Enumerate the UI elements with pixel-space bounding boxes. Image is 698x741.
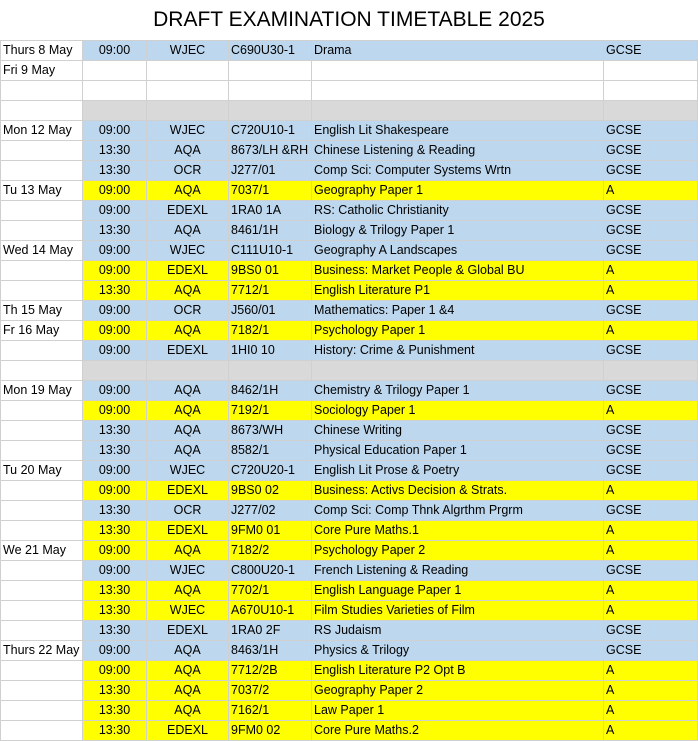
code-cell bbox=[229, 61, 312, 81]
time-cell: 13:30 bbox=[83, 701, 147, 721]
subject-cell: English Literature P2 Opt B bbox=[312, 661, 604, 681]
subject-cell: Sociology Paper 1 bbox=[312, 401, 604, 421]
board-cell: WJEC bbox=[147, 461, 229, 481]
code-cell: 1RA0 2F bbox=[229, 621, 312, 641]
board-cell: AQA bbox=[147, 541, 229, 561]
board-cell: OCR bbox=[147, 161, 229, 181]
table-row bbox=[1, 681, 698, 701]
board-cell: WJEC bbox=[147, 41, 229, 61]
subject-cell: Core Pure Maths.2 bbox=[312, 721, 604, 741]
board-cell: AQA bbox=[147, 381, 229, 401]
table-row bbox=[1, 161, 698, 181]
board-cell: EDEXL bbox=[147, 481, 229, 501]
day-cell bbox=[1, 101, 83, 121]
day-cell bbox=[1, 521, 83, 541]
time-cell bbox=[83, 101, 147, 121]
code-cell: 9BS0 02 bbox=[229, 481, 312, 501]
code-cell: 7712/1 bbox=[229, 281, 312, 301]
day-cell bbox=[1, 581, 83, 601]
table-row bbox=[1, 321, 698, 341]
level-cell: GCSE bbox=[604, 381, 698, 401]
time-cell bbox=[83, 81, 147, 101]
board-cell: AQA bbox=[147, 181, 229, 201]
subject-cell: Psychology Paper 2 bbox=[312, 541, 604, 561]
level-cell: A bbox=[604, 481, 698, 501]
time-cell: 13:30 bbox=[83, 501, 147, 521]
code-cell: 8582/1 bbox=[229, 441, 312, 461]
day-cell bbox=[1, 81, 83, 101]
time-cell: 13:30 bbox=[83, 221, 147, 241]
subject-cell: Geography Paper 1 bbox=[312, 181, 604, 201]
time-cell: 13:30 bbox=[83, 441, 147, 461]
time-cell: 09:00 bbox=[83, 321, 147, 341]
level-cell: A bbox=[604, 601, 698, 621]
code-cell: 8462/1H bbox=[229, 381, 312, 401]
table-row bbox=[1, 41, 698, 61]
time-cell: 13:30 bbox=[83, 601, 147, 621]
subject-cell: Film Studies Varieties of Film bbox=[312, 601, 604, 621]
table-row bbox=[1, 261, 698, 281]
table-row bbox=[1, 281, 698, 301]
code-cell: C720U10-1 bbox=[229, 121, 312, 141]
board-cell: WJEC bbox=[147, 121, 229, 141]
timetable-body bbox=[1, 41, 698, 741]
day-cell: Mon 19 May bbox=[1, 381, 83, 401]
board-cell: AQA bbox=[147, 661, 229, 681]
board-cell: AQA bbox=[147, 641, 229, 661]
day-cell: Fri 9 May bbox=[1, 61, 83, 81]
level-cell bbox=[604, 61, 698, 81]
subject-cell bbox=[312, 101, 604, 121]
code-cell: 7037/1 bbox=[229, 181, 312, 201]
subject-cell: Geography Paper 2 bbox=[312, 681, 604, 701]
board-cell bbox=[147, 101, 229, 121]
table-row bbox=[1, 61, 698, 81]
time-cell: 09:00 bbox=[83, 181, 147, 201]
code-cell: 1HI0 10 bbox=[229, 341, 312, 361]
table-row bbox=[1, 501, 698, 521]
subject-cell: Physical Education Paper 1 bbox=[312, 441, 604, 461]
time-cell: 09:00 bbox=[83, 401, 147, 421]
table-row bbox=[1, 661, 698, 681]
board-cell bbox=[147, 61, 229, 81]
level-cell: A bbox=[604, 541, 698, 561]
subject-cell: Comp Sci: Comp Thnk Algrthm Prgrm bbox=[312, 501, 604, 521]
level-cell: GCSE bbox=[604, 501, 698, 521]
time-cell: 09:00 bbox=[83, 461, 147, 481]
table-row bbox=[1, 121, 698, 141]
table-row bbox=[1, 401, 698, 421]
board-cell: OCR bbox=[147, 501, 229, 521]
subject-cell bbox=[312, 81, 604, 101]
subject-cell: Business: Activs Decision & Strats. bbox=[312, 481, 604, 501]
subject-cell bbox=[312, 361, 604, 381]
code-cell: 1RA0 1A bbox=[229, 201, 312, 221]
level-cell: GCSE bbox=[604, 161, 698, 181]
time-cell: 09:00 bbox=[83, 41, 147, 61]
time-cell: 09:00 bbox=[83, 241, 147, 261]
table-row bbox=[1, 221, 698, 241]
level-cell: A bbox=[604, 281, 698, 301]
subject-cell: Biology & Trilogy Paper 1 bbox=[312, 221, 604, 241]
subject-cell: English Language Paper 1 bbox=[312, 581, 604, 601]
time-cell: 09:00 bbox=[83, 261, 147, 281]
board-cell: AQA bbox=[147, 581, 229, 601]
level-cell: GCSE bbox=[604, 341, 698, 361]
day-cell bbox=[1, 721, 83, 741]
table-row bbox=[1, 721, 698, 741]
code-cell: 9BS0 01 bbox=[229, 261, 312, 281]
time-cell: 13:30 bbox=[83, 521, 147, 541]
code-cell: A670U10-1 bbox=[229, 601, 312, 621]
level-cell: A bbox=[604, 721, 698, 741]
code-cell: 7182/2 bbox=[229, 541, 312, 561]
board-cell: EDEXL bbox=[147, 721, 229, 741]
day-cell: Fr 16 May bbox=[1, 321, 83, 341]
table-row bbox=[1, 561, 698, 581]
code-cell: C111U10-1 bbox=[229, 241, 312, 261]
week-separator-row bbox=[1, 361, 698, 381]
day-cell bbox=[1, 681, 83, 701]
board-cell: AQA bbox=[147, 401, 229, 421]
board-cell: EDEXL bbox=[147, 261, 229, 281]
level-cell: GCSE bbox=[604, 201, 698, 221]
level-cell: A bbox=[604, 581, 698, 601]
subject-cell: Chemistry & Trilogy Paper 1 bbox=[312, 381, 604, 401]
subject-cell: Mathematics: Paper 1 &4 bbox=[312, 301, 604, 321]
code-cell bbox=[229, 101, 312, 121]
board-cell: AQA bbox=[147, 421, 229, 441]
day-cell: Th 15 May bbox=[1, 301, 83, 321]
code-cell: 8463/1H bbox=[229, 641, 312, 661]
board-cell bbox=[147, 361, 229, 381]
board-cell: WJEC bbox=[147, 601, 229, 621]
level-cell: GCSE bbox=[604, 301, 698, 321]
day-cell bbox=[1, 441, 83, 461]
table-row bbox=[1, 541, 698, 561]
subject-cell: Comp Sci: Computer Systems Wrtn bbox=[312, 161, 604, 181]
day-cell bbox=[1, 561, 83, 581]
day-cell bbox=[1, 141, 83, 161]
level-cell: A bbox=[604, 401, 698, 421]
day-cell bbox=[1, 281, 83, 301]
day-cell: Tu 13 May bbox=[1, 181, 83, 201]
level-cell: GCSE bbox=[604, 41, 698, 61]
day-cell: We 21 May bbox=[1, 541, 83, 561]
code-cell: 7712/2B bbox=[229, 661, 312, 681]
table-row bbox=[1, 581, 698, 601]
table-row bbox=[1, 81, 698, 101]
level-cell: A bbox=[604, 661, 698, 681]
table-row bbox=[1, 621, 698, 641]
day-cell bbox=[1, 421, 83, 441]
board-cell: WJEC bbox=[147, 241, 229, 261]
code-cell: J560/01 bbox=[229, 301, 312, 321]
code-cell: 7037/2 bbox=[229, 681, 312, 701]
code-cell: 8673/WH bbox=[229, 421, 312, 441]
time-cell: 13:30 bbox=[83, 581, 147, 601]
day-cell: Wed 14 May bbox=[1, 241, 83, 261]
board-cell: AQA bbox=[147, 321, 229, 341]
day-cell bbox=[1, 661, 83, 681]
board-cell: AQA bbox=[147, 701, 229, 721]
board-cell: AQA bbox=[147, 221, 229, 241]
code-cell: J277/01 bbox=[229, 161, 312, 181]
code-cell bbox=[229, 361, 312, 381]
time-cell: 09:00 bbox=[83, 381, 147, 401]
day-cell bbox=[1, 201, 83, 221]
table-row bbox=[1, 141, 698, 161]
subject-cell: Drama bbox=[312, 41, 604, 61]
subject-cell: Chinese Writing bbox=[312, 421, 604, 441]
table-row bbox=[1, 301, 698, 321]
day-cell: Thurs 8 May bbox=[1, 41, 83, 61]
level-cell: A bbox=[604, 181, 698, 201]
time-cell: 09:00 bbox=[83, 301, 147, 321]
subject-cell: RS Judaism bbox=[312, 621, 604, 641]
code-cell: J277/02 bbox=[229, 501, 312, 521]
subject-cell: Core Pure Maths.1 bbox=[312, 521, 604, 541]
time-cell: 13:30 bbox=[83, 681, 147, 701]
day-cell bbox=[1, 601, 83, 621]
subject-cell: Chinese Listening & Reading bbox=[312, 141, 604, 161]
day-cell bbox=[1, 701, 83, 721]
level-cell: A bbox=[604, 321, 698, 341]
level-cell: GCSE bbox=[604, 241, 698, 261]
board-cell: AQA bbox=[147, 681, 229, 701]
level-cell: GCSE bbox=[604, 641, 698, 661]
subject-cell: English Lit Prose & Poetry bbox=[312, 461, 604, 481]
table-row bbox=[1, 461, 698, 481]
code-cell: C690U30-1 bbox=[229, 41, 312, 61]
board-cell: EDEXL bbox=[147, 621, 229, 641]
timetable bbox=[0, 40, 698, 741]
board-cell: AQA bbox=[147, 141, 229, 161]
table-row bbox=[1, 241, 698, 261]
day-cell bbox=[1, 481, 83, 501]
day-cell bbox=[1, 361, 83, 381]
code-cell bbox=[229, 81, 312, 101]
level-cell bbox=[604, 361, 698, 381]
level-cell: GCSE bbox=[604, 421, 698, 441]
level-cell: A bbox=[604, 681, 698, 701]
time-cell: 13:30 bbox=[83, 281, 147, 301]
time-cell: 09:00 bbox=[83, 121, 147, 141]
board-cell: WJEC bbox=[147, 561, 229, 581]
day-cell bbox=[1, 161, 83, 181]
board-cell: EDEXL bbox=[147, 201, 229, 221]
time-cell bbox=[83, 361, 147, 381]
level-cell: A bbox=[604, 701, 698, 721]
table-row bbox=[1, 181, 698, 201]
level-cell: A bbox=[604, 261, 698, 281]
time-cell: 09:00 bbox=[83, 561, 147, 581]
time-cell: 13:30 bbox=[83, 721, 147, 741]
time-cell: 13:30 bbox=[83, 161, 147, 181]
board-cell: EDEXL bbox=[147, 341, 229, 361]
subject-cell: Business: Market People & Global BU bbox=[312, 261, 604, 281]
day-cell bbox=[1, 501, 83, 521]
day-cell bbox=[1, 621, 83, 641]
level-cell: GCSE bbox=[604, 461, 698, 481]
time-cell: 09:00 bbox=[83, 481, 147, 501]
time-cell bbox=[83, 61, 147, 81]
day-cell: Mon 12 May bbox=[1, 121, 83, 141]
time-cell: 09:00 bbox=[83, 641, 147, 661]
code-cell: 8461/1H bbox=[229, 221, 312, 241]
subject-cell: Law Paper 1 bbox=[312, 701, 604, 721]
day-cell bbox=[1, 401, 83, 421]
time-cell: 13:30 bbox=[83, 621, 147, 641]
code-cell: 9FM0 01 bbox=[229, 521, 312, 541]
subject-cell: Geography A Landscapes bbox=[312, 241, 604, 261]
subject-cell: English Lit Shakespeare bbox=[312, 121, 604, 141]
level-cell: A bbox=[604, 521, 698, 541]
level-cell: GCSE bbox=[604, 621, 698, 641]
code-cell: 8673/LH &RH bbox=[229, 141, 312, 161]
table-row bbox=[1, 201, 698, 221]
subject-cell: Physics & Trilogy bbox=[312, 641, 604, 661]
level-cell: GCSE bbox=[604, 141, 698, 161]
level-cell: GCSE bbox=[604, 561, 698, 581]
subject-cell: History: Crime & Punishment bbox=[312, 341, 604, 361]
time-cell: 13:30 bbox=[83, 421, 147, 441]
subject-cell bbox=[312, 61, 604, 81]
code-cell: 7702/1 bbox=[229, 581, 312, 601]
board-cell: EDEXL bbox=[147, 521, 229, 541]
table-row bbox=[1, 521, 698, 541]
subject-cell: Psychology Paper 1 bbox=[312, 321, 604, 341]
table-row bbox=[1, 601, 698, 621]
code-cell: 7192/1 bbox=[229, 401, 312, 421]
day-cell bbox=[1, 261, 83, 281]
board-cell: OCR bbox=[147, 301, 229, 321]
time-cell: 13:30 bbox=[83, 141, 147, 161]
time-cell: 09:00 bbox=[83, 661, 147, 681]
subject-cell: English Literature P1 bbox=[312, 281, 604, 301]
page-title: DRAFT EXAMINATION TIMETABLE 2025 bbox=[153, 8, 545, 31]
table-row bbox=[1, 441, 698, 461]
level-cell bbox=[604, 81, 698, 101]
day-cell bbox=[1, 341, 83, 361]
level-cell: GCSE bbox=[604, 121, 698, 141]
code-cell: 7162/1 bbox=[229, 701, 312, 721]
table-row bbox=[1, 421, 698, 441]
code-cell: C720U20-1 bbox=[229, 461, 312, 481]
day-cell: Tu 20 May bbox=[1, 461, 83, 481]
level-cell: GCSE bbox=[604, 221, 698, 241]
table-row bbox=[1, 481, 698, 501]
code-cell: 7182/1 bbox=[229, 321, 312, 341]
table-row bbox=[1, 641, 698, 661]
level-cell bbox=[604, 101, 698, 121]
day-cell bbox=[1, 221, 83, 241]
day-cell: Thurs 22 May bbox=[1, 641, 83, 661]
subject-cell: RS: Catholic Christianity bbox=[312, 201, 604, 221]
code-cell: C800U20-1 bbox=[229, 561, 312, 581]
level-cell: GCSE bbox=[604, 441, 698, 461]
board-cell: AQA bbox=[147, 441, 229, 461]
table-row bbox=[1, 701, 698, 721]
week-separator-row bbox=[1, 101, 698, 121]
subject-cell: French Listening & Reading bbox=[312, 561, 604, 581]
time-cell: 09:00 bbox=[83, 201, 147, 221]
time-cell: 09:00 bbox=[83, 341, 147, 361]
table-row bbox=[1, 381, 698, 401]
code-cell: 9FM0 02 bbox=[229, 721, 312, 741]
table-row bbox=[1, 341, 698, 361]
board-cell: AQA bbox=[147, 281, 229, 301]
time-cell: 09:00 bbox=[83, 541, 147, 561]
board-cell bbox=[147, 81, 229, 101]
